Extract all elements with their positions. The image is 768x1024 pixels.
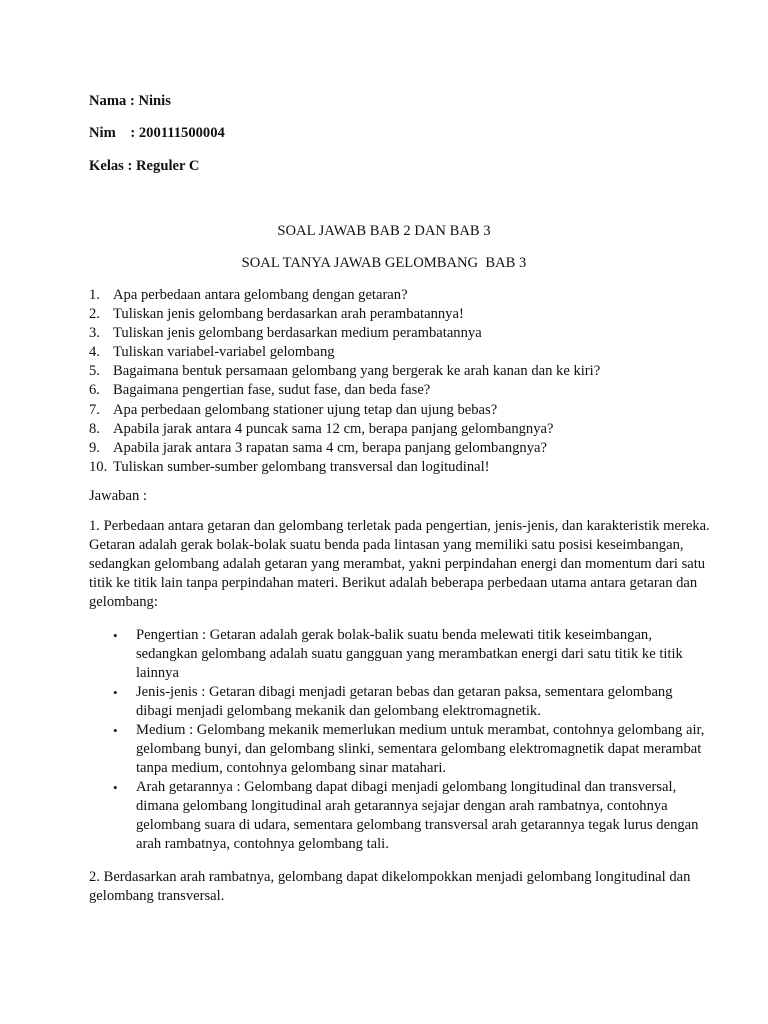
document-subtitle: SOAL TANYA JAWAB GELOMBANG BAB 3 — [241, 255, 527, 271]
question-text: Apabila jarak antara 4 puncak sama 12 cm, berapa panjang gelombangnya? — [113, 420, 554, 437]
answer-1-paragraph — [89, 517, 710, 612]
paragraph-line: sedangkan gelombang adalah getaran yang merambat, yakni perpindahan energi dan momentum dari satu — [89, 556, 706, 572]
bullet-line: arah rambatnya, contohnya gelombang tali. — [136, 836, 389, 852]
bullet-icon: • — [113, 780, 118, 795]
question-number: 8. — [89, 420, 100, 437]
bullet-icon: • — [113, 685, 118, 700]
bullet-line: dimana gelombang longitudinal arah getarannya sejajar dengan arah rambatnya, contohnya — [136, 798, 668, 814]
question-item — [89, 324, 600, 343]
paragraph-line: gelombang transversal. — [89, 888, 225, 904]
question-text: Tuliskan jenis gelombang berdasarkan arah perambatannya! — [113, 306, 464, 323]
question-text: Apa perbedaan antara gelombang dengan getaran? — [113, 287, 408, 303]
paragraph-line: 1. Perbedaan antara getaran dan gelombang terletak pada pengertian, jenis-jenis, dan karakteristik mereka. — [89, 518, 710, 534]
question-item — [89, 343, 600, 362]
paragraph-line: 2. Berdasarkan arah rambatnya, gelombang dapat dikelompokkan menjadi gelombang longitudinal dan — [89, 869, 691, 885]
bullet-line: Pengertian : Getaran adalah gerak bolak-balik suatu benda melewati titik keseimbangan, — [136, 627, 652, 643]
question-list — [89, 286, 600, 477]
question-text: Bagaimana bentuk persamaan gelombang yang bergerak ke arah kanan dan ke kiri? — [113, 363, 601, 380]
question-item — [89, 362, 600, 381]
paragraph-line: Getaran adalah gerak bolak-bolak suatu benda pada lintasan yang memiliki satu posisi keseimbangan, — [89, 537, 684, 553]
question-item — [89, 381, 600, 400]
student-nim: Nim : 200111500004 — [89, 125, 225, 141]
paragraph-line: titik ke titik lain tanpa perpindahan materi. Berikut adalah beberapa perbedaan utama antara getaran dan — [89, 575, 698, 591]
question-number: 6. — [89, 382, 100, 399]
question-number: 5. — [89, 363, 100, 380]
bullet-line: lainnya — [136, 665, 179, 681]
bullet-item — [113, 626, 704, 683]
question-number: 2. — [89, 306, 100, 323]
question-item — [89, 305, 600, 324]
bullet-line: Arah getarannya : Gelombang dapat dibagi menjadi gelombang longitudinal dan transversal, — [136, 779, 677, 795]
student-class: Kelas : Reguler C — [89, 158, 200, 174]
question-number: 7. — [89, 401, 100, 418]
question-text: Apa perbedaan gelombang stationer ujung tetap dan ujung bebas? — [113, 401, 498, 418]
question-text: Tuliskan jenis gelombang berdasarkan medium perambatannya — [113, 325, 482, 342]
question-item — [89, 286, 600, 305]
bullet-line: gelombang suara di udara, sementara gelombang transversal arah getarannya tegak lurus dengan — [136, 817, 699, 833]
question-item — [89, 439, 600, 458]
bullet-line: Medium : Gelombang mekanik memerlukan medium untuk merambat, contohnya gelombang air, — [136, 722, 705, 738]
question-number: 10. — [89, 458, 108, 475]
bullet-item — [113, 778, 704, 854]
bullet-item — [113, 683, 704, 721]
bullet-line: Jenis-jenis : Getaran dibagi menjadi getaran bebas dan getaran paksa, sementara gelombang — [136, 684, 673, 700]
question-text: Apabila jarak antara 3 rapatan sama 4 cm, berapa panjang gelombangnya? — [113, 439, 547, 456]
bullet-line: tanpa medium, contohnya gelombang sinar matahari. — [136, 760, 447, 776]
question-number: 4. — [89, 344, 100, 361]
question-item — [89, 401, 600, 420]
bullet-line: dibagi menjadi gelombang mekanik dan gelombang elektromagnetik. — [136, 703, 541, 719]
question-item — [89, 458, 600, 477]
question-text: Tuliskan variabel-variabel gelombang — [113, 344, 335, 361]
bullet-line: sedangkan gelombang adalah suatu gangguan yang merambatkan energi dari satu titik ke titik — [136, 646, 683, 662]
question-number: 1. — [89, 287, 100, 303]
difference-bullet-list — [113, 626, 704, 854]
bullet-item — [113, 721, 704, 778]
document-title: SOAL JAWAB BAB 2 DAN BAB 3 — [277, 223, 491, 239]
bullet-icon: • — [113, 628, 118, 643]
paragraph-line: gelombang: — [89, 594, 158, 610]
student-name: Nama : Ninis — [89, 93, 171, 109]
question-number: 3. — [89, 325, 100, 342]
bullet-icon: • — [113, 723, 118, 738]
question-item — [89, 420, 600, 439]
answer-2-paragraph — [89, 868, 689, 906]
question-text: Tuliskan sumber-sumber gelombang transversal dan logitudinal! — [113, 458, 490, 475]
question-text: Bagaimana pengertian fase, sudut fase, dan beda fase? — [113, 382, 431, 399]
question-number: 9. — [89, 439, 100, 456]
answer-heading: Jawaban : — [89, 488, 147, 504]
bullet-line: gelombang bunyi, dan gelombang slinki, sementara gelombang elektromagnetik dapat merambat — [136, 741, 702, 757]
